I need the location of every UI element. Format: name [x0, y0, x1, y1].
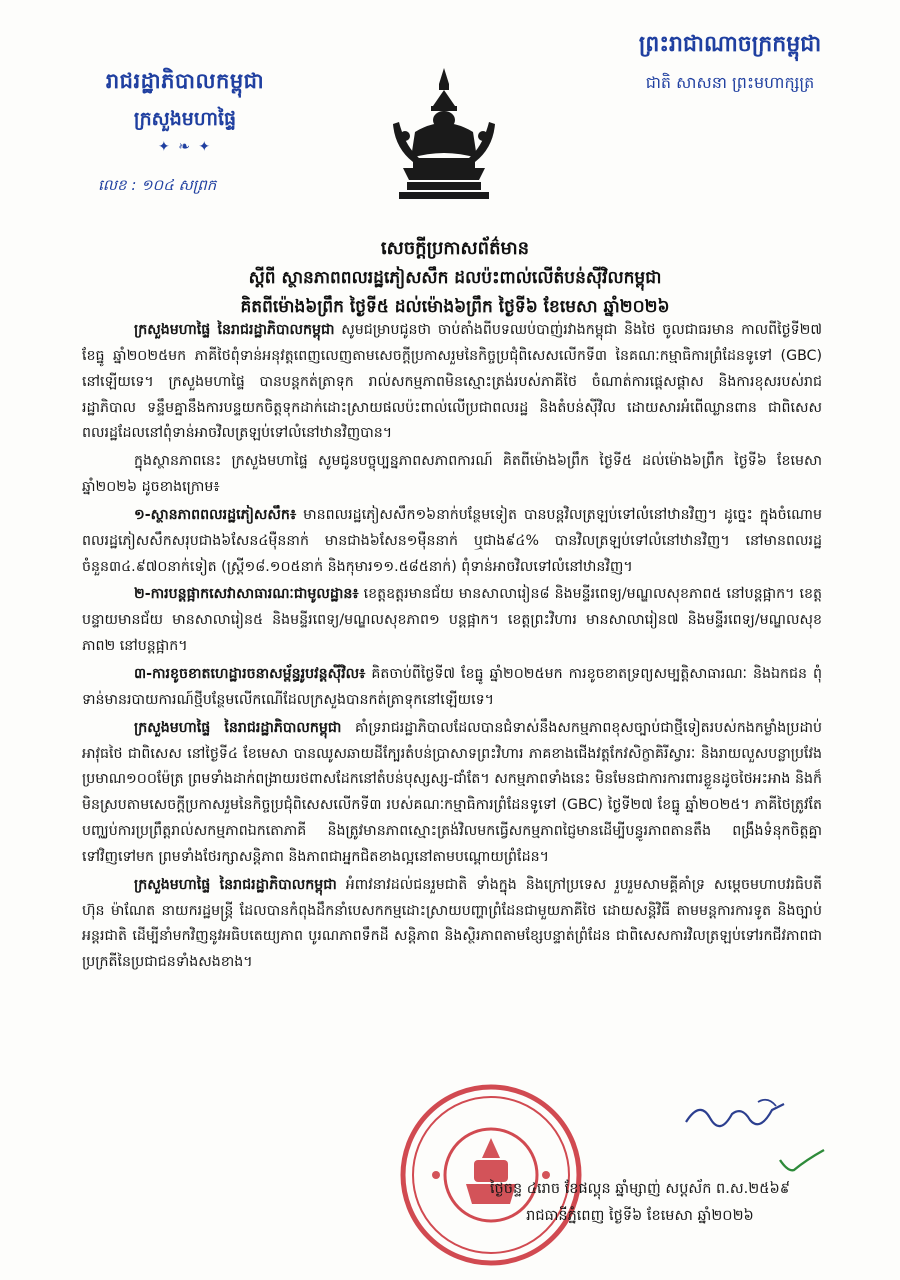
paragraph-lead: ក្រសួងមហាផ្ទៃ នៃរាជរដ្ឋាភិបាលកម្ពុជា [134, 322, 335, 338]
government-name: រាជរដ្ឋាភិបាលកម្ពុជា [105, 69, 265, 93]
closing-dates [440, 1176, 840, 1230]
signature-mark-icon [680, 1092, 790, 1138]
paragraph-text: ក្នុងស្ថានភាពនេះ ក្រសួងមហាផ្ទៃ សូមជូនបច្ចុប្បន្នភាពសភាពការណ៍ គិតពីម៉ោង៦ព្រឹក ថ្ងៃទី៥ ដល់ម៉ោង៦ព្រឹក ថ្ងៃទី៦ ខែមេសា ឆ្នាំ២០២៦ ដូចខាងក្រោម៖ [82, 453, 822, 496]
paragraph-text: គិតចាប់ពីថ្ងៃទី៧ ខែធ្នូ ឆ្នាំ២០២៥មក ការខូចខាតទ្រព្យសម្បត្តិសាធារណៈ និងឯកជន ពុំទាន់មានរបាយការណ៍ថ្មីបន្ថែមលើកណើដែលក្រសួងបានកត់ត្រាទុកនៅឡើយទេ។ [82, 665, 822, 708]
paragraph-lead: ៣-ការខូចខាតហេដ្ឋារចនាសម្ព័ន្ធរូបវន្តស៊ីវិល៖ [134, 665, 366, 682]
paragraph-text: គាំទ្ររាជរដ្ឋាភិបាលដែលបានជំទាស់នឹងសកម្មភាពខុសច្បាប់ជាថ្មីទៀតរបស់កងកម្លាំងប្រដាប់អាវុធថៃ ជាពិសេស នៅថ្ងៃទី៤ ខែមេសា បានឈូសឆាយដីក្បែរតំបន់ប្រាសាទព្រះវិហារ ភាគខាងជើងវត្តកែវសិក្ខាគិរីស្វារៈ និងរាយលួសបន្លាប្រវែងប្រមាណ១០០ម៉ែត្រ ព្រមទាំងដាក់ពង្រាយរថពាសដែកនៅតំបន់បុស្សស្ស-ជាំតែ។ សកម្មភាពទាំងនេះ មិនមែនជាការការពារខ្លួនដូចថៃអះអាង និងក៏មិនស្របតាមសេចក្ដីប្រកាសរួមនៃកិច្ចប្រជុំពិសេសលើកទី៣ របស់គណៈកម្មាធិការព្រំដែនទូទៅ (GBC) ថ្ងៃទី២៧ ខែធ្នូ ឆ្នាំ២០២៥។ ភាគីថៃត្រូវតែបញ្ឈប់ការប្រព្រឹត្តរាល់សកម្មភាពឯកតោភាគី និងត្រូវមានភាពស្មោះត្រង់វិលមកធ្វើសកម្មភាពជ្ញៃមានដើម្បីបន្ធូរភាពតានតឹង ពង្រឹងទំនុកចិត្តគ្នាទៅវិញទៅមក ព្រមទាំងថែរក្សាសន្តិភាព និងភាពជាអ្នកជិតខាងល្អនៅតាមបណ្ដោយព្រំដែន។ [82, 719, 822, 865]
paragraph [82, 582, 822, 660]
paragraph [82, 318, 822, 447]
paragraph-text: ខេត្តឧត្តរមានជ័យ មានសាលារៀន៨ និងមន្ទីរពេទ្យ/មណ្ឌលសុខភាព៥ នៅបន្តផ្អាក។ ខេត្តបន្ទាយមានជ័យ មានសាលារៀន៥ និងមន្ទីរពេទ្យ/មណ្ឌលសុខភាព១ បន្តផ្អាក។ ខេត្តព្រះវិហារ មានសាលារៀន៧ និងមន្ទីរពេទ្យ/មណ្ឌលសុខភាព២ នៅបន្តផ្អាក។ [82, 586, 822, 655]
kingdom-name: ព្រះរាជាណាចក្រកម្ពុជា [638, 32, 822, 57]
paragraph-lead: ២-ការបន្តផ្អាកសេវាសាធារណៈជាមូលដ្ឋាន៖ [134, 586, 359, 603]
check-mark-icon [776, 1146, 828, 1176]
paragraph [82, 662, 822, 714]
paragraph-lead: ក្រសួងមហាផ្ទៃ នៃរាជរដ្ឋាភិបាលកម្ពុជា [134, 876, 337, 893]
ministry-seal-icon [396, 1080, 586, 1270]
paragraph [82, 873, 822, 976]
lunar-date: ថ្ងៃចន្ទ ៤រោច ខែផល្គុន ឆ្នាំម្សាញ់ សប្តស័ក ព.ស.២៥៦៩ [489, 1181, 791, 1197]
paragraph-lead: ក្រសួងមហាផ្ទៃ នៃរាជរដ្ឋាភិបាលកម្ពុជា [134, 719, 342, 736]
place-and-date: រាជធានីភ្នំពេញ ថ្ងៃទី៦ ខែមេសា ឆ្នាំ២០២៦ [526, 1207, 754, 1224]
title-line-2: ស្ដីពី ស្ថានភាពពលរដ្ឋភៀសសឹក ដលប៉ះពាល់លើតំបន់ស៊ីវិលកម្ពុជា [248, 268, 662, 288]
document-body [82, 318, 822, 978]
document-title [110, 236, 800, 321]
paragraph-text: សូមជម្រាបជូនថា ចាប់តាំងពីបទឈប់បាញ់រវាងកម្ពុជា និងថៃ ចូលជាធរមាន កាលពីថ្ងៃទី២៧ ខែធ្នូ ឆ្នាំ២០២៥មក ភាគីថៃពុំទាន់អនុវត្តពេញលេញតាមសេចក្ដីប្រកាសរួមនៃកិច្ចប្រជុំពិសេសលើកទី៣ នៃគណៈកម្មាធិការព្រំដែនទូទៅ (GBC) នៅឡើយទេ។ ក្រសួងមហាផ្ទៃ បានបន្តកត់ត្រាទុក រាល់សកម្មភាពមិនស្មោះត្រង់របស់ភាគីថៃ ចំណាត់ការផ្ដេសផ្ដាស និងការខុសរបស់រាជរដ្ឋាភិបាល ទន្ទឹមគ្នានឹងការបន្ទយកចិត្តទុកដាក់ដោះស្រាយផលប៉ះពាល់លើប្រជាពលរដ្ឋ និងតំបន់ស៊ីវិល ដោយសារអំពើឈ្លានពាន ជាពិសេសពលរដ្ឋដែលនៅពុំទាន់អាចវិលត្រឡប់ទៅលំនៅឋានវិញបាន។ [82, 322, 822, 442]
paragraph-text: មានពលរដ្ឋភៀសសឹក១៦នាក់បន្ថែមទៀត បានបន្តវិលត្រឡប់ទៅលំនៅឋានវិញ។ ដូច្នេះ ក្នុងចំណោមពលរដ្ឋភៀសសឹកសរុបជាង៦សែន៤ម៉ឺននាក់ មានជាង៦សែន១ម៉ឺននាក់ ឬជាង៩៤% បានវិលត្រឡប់ទៅលំនៅឋានវិញ។ នៅមានពលរដ្ឋចំនួន៣៤.៩៧០នាក់ទៀត (ស្ត្រី១៨.១០៥នាក់ និងកុមារ១១.៥៨៥នាក់) ពុំទាន់អាចវិលទៅលំនៅឋានវិញ។ [82, 506, 822, 575]
national-motto: ជាតិ សាសនា ព្រះមហាក្សត្រ [645, 73, 815, 92]
paragraph [82, 503, 822, 581]
reference-number: លេខ : ១០៤ សព្រក [98, 176, 217, 194]
paragraph-text: អំពាវនាវដល់ជនរួមជាតិ ទាំងក្នុង និងក្រៅប្រទេស រួបរួមសាមគ្គីគាំទ្រ សម្ដេចមហាបវរធិបតី ហ៊ុន ម៉ាណែត នាយករដ្ឋមន្ត្រី ដែលបានកំពុងដឹកនាំបេសកកម្មដោះស្រាយបញ្ហាព្រំដែនជាមួយភាគីថៃ ដោយសន្តិវិធី តាមមន្តការការទូត និងច្បាប់អន្តរជាតិ ដើម្បីនាំមកវិញនូវអធិបតេយ្យភាព បូរណភាពទឹកដី សន្តិភាព និងស្ថិរភាពតាមខ្សែបន្ទាត់ព្រំដែន ជាពិសេសការវិលត្រឡប់ទៅរកជីវភាពជាប្រក្រតីនៃប្រជាជនទាំងសងខាង។ [82, 876, 823, 971]
royal-emblem-icon [385, 62, 503, 202]
title-line-3: គិតពីម៉ោង៦ព្រឹក ថ្ងៃទី៥ ដល់ម៉ោង៦ព្រឹក ថ្ងៃទី៦ ខែមេសា ឆ្នាំ២០២៦ [240, 297, 670, 317]
paragraph [82, 716, 822, 871]
paragraph-lead: ១-ស្ថានភាពពលរដ្ឋភៀសសឹក៖ [134, 506, 297, 523]
kingdom-header [600, 30, 860, 96]
title-line-1: សេចក្ដីប្រកាសព័ត៌មាន [380, 238, 530, 259]
ministry-name: ក្រសួងមហាផ្ទៃ [133, 108, 237, 130]
ministry-header [70, 68, 300, 194]
ornament-divider: ✦ ❧ ✦ [157, 139, 213, 155]
paragraph [82, 449, 822, 501]
